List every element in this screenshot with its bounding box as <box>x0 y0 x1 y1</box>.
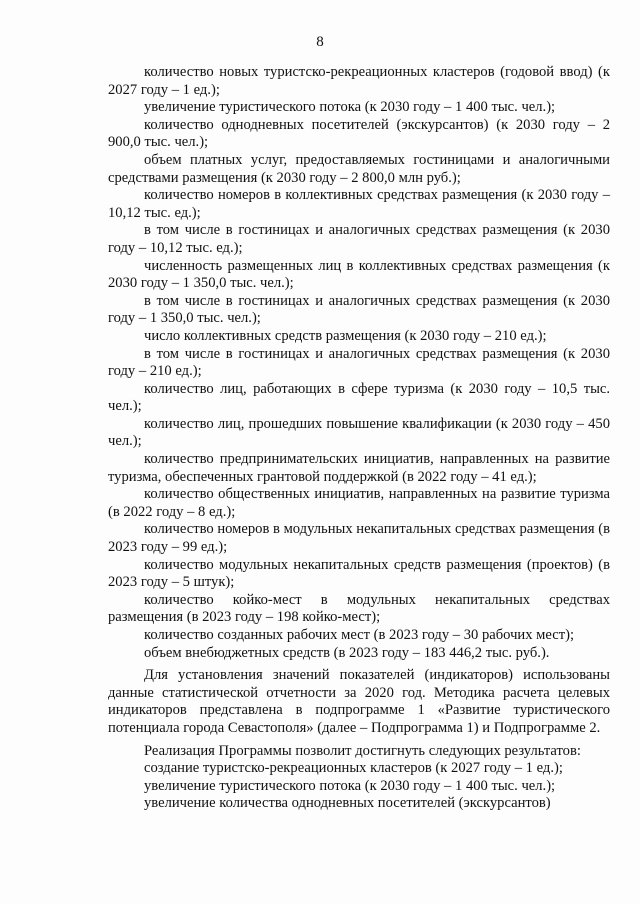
paragraph: количество предпринимательских инициатив, направленных на развитие туризма, обеспеченных грантовой поддержкой (в 2022 году – 41 ед.); <box>108 451 610 485</box>
paragraph: число коллективных средств размещения (к 2030 году – 210 ед.); <box>144 327 547 344</box>
paragraph: создание туристско-рекреационных кластеров (к 2027 году – 1 ед.); <box>144 760 563 777</box>
paragraph: увеличение количества однодневных посетителей (экскурсантов) <box>144 795 551 812</box>
paragraph: в том числе в гостиницах и аналогичных средствах размещения (к 2030 году – 10,12 тыс. ед.); <box>108 222 610 256</box>
paragraph: количество лиц, работающих в сфере туризма (к 2030 году – 10,5 тыс. чел.); <box>108 380 610 415</box>
methodology-paragraph: Для установления значений показателей (индикаторов) использованы данные статистической отчетности за 2020 год. Методика расчета целевых индикаторов представлена в подпрограмме 1 «Развитие туристического потенциала города Севастополя» (далее – Подпрограмма 1) и Подпрограмме 2. <box>108 667 610 736</box>
paragraph: численность размещенных лиц в коллективных средствах размещения (к 2030 году – 1 350,0 тыс. чел.); <box>108 257 610 292</box>
paragraph: количество новых туристско-рекреационных кластеров (годовой ввод) (к 2027 году – 1 ед.); <box>108 64 610 98</box>
paragraph: количество лиц, прошедших повышение квалификации (к 2030 году – 450 чел.); <box>108 415 610 450</box>
page-number: 8 <box>316 34 324 50</box>
paragraph: количество модульных некапитальных средств размещения (проектов) (в 2023 году – 5 штук); <box>108 556 610 591</box>
paragraph: количество общественных инициатив, направленных на развитие туризма (в 2022 году – 8 ед.); <box>108 486 610 520</box>
results-intro-paragraph: Реализация Программы позволит достигнуть следующих результатов: <box>144 742 581 759</box>
paragraph: увеличение туристического потока (к 2030 году – 1 400 тыс. чел.); <box>144 777 556 794</box>
paragraph: количество созданных рабочих мест (в 2023 году – 30 рабочих мест); <box>144 627 575 643</box>
paragraph: количество однодневных посетителей (экскурсантов) (к 2030 году – 2 900,0 тыс. чел.); <box>108 116 610 151</box>
paragraph: количество номеров в модульных некапитальных средствах размещения (в 2023 году – 99 ед.); <box>108 521 610 556</box>
paragraph: в том числе в гостиницах и аналогичных средствах размещения (к 2030 году – 210 ед.); <box>108 345 610 380</box>
paragraph: количество койко-мест в модульных некапитальных средствах размещения (в 2023 году – 198 койко-мест); <box>108 591 610 626</box>
document-body <box>108 64 610 813</box>
paragraph: объем внебюджетных средств (в 2023 году – 183 446,2 тыс. руб.). <box>144 644 550 661</box>
paragraph: в том числе в гостиницах и аналогичных средствах размещения (к 2030 году – 1 350,0 тыс. чел.); <box>108 292 610 327</box>
paragraph: объем платных услуг, предоставляемых гостиницами и аналогичными средствами размещения (к 2030 году – 2 800,0 млн руб.); <box>108 151 610 186</box>
paragraph: количество номеров в коллективных средствах размещения (к 2030 году – 10,12 тыс. ед.); <box>108 187 610 221</box>
paragraph: увеличение туристического потока (к 2030 году – 1 400 тыс. чел.); <box>144 99 556 116</box>
